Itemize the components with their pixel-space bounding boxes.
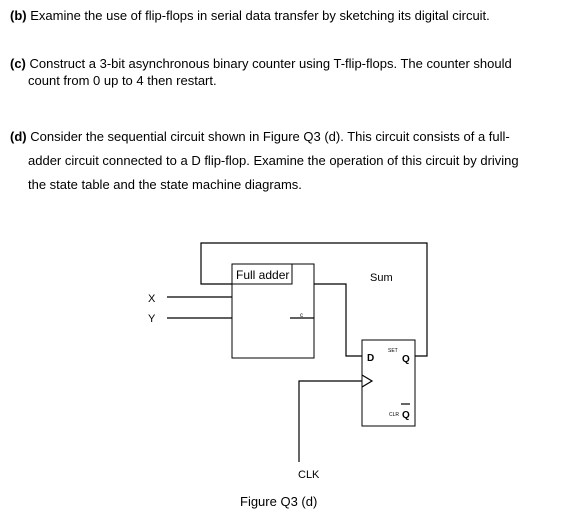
- clk-wire: [299, 381, 362, 462]
- question-b-label: (b): [10, 8, 27, 23]
- full-adder-label: Full adder: [236, 268, 290, 282]
- question-b-text: Examine the use of flip-flops in serial data transfer by sketching its digital circuit.: [30, 8, 490, 23]
- question-c-label: (c): [10, 56, 26, 71]
- clk-label: CLK: [298, 469, 320, 481]
- ff-qbar-label: Q: [402, 410, 410, 421]
- figure-caption: Figure Q3 (d): [240, 494, 318, 509]
- question-c-line1: Construct a 3-bit asynchronous binary counter using T-flip-flops. The counter should: [29, 56, 512, 71]
- question-d-line3: the state table and the state machine diagrams.: [28, 177, 302, 192]
- question-d-line2: adder circuit connected to a D flip-flop. Examine the operation of this circuit by driving: [28, 153, 519, 168]
- ff-d-label: D: [367, 353, 375, 364]
- sum-label: Sum: [370, 272, 393, 284]
- question-d-line1: Consider the sequential circuit shown in Figure Q3 (d). This circuit consists of a full-: [30, 129, 510, 144]
- input-y-label: Y: [148, 313, 156, 325]
- question-d-label: (d): [10, 129, 27, 144]
- sum-wire: [314, 284, 362, 356]
- ff-clr-label: CLR: [389, 412, 400, 418]
- ff-set-label: SET: [388, 348, 398, 354]
- carry-label: c: [300, 313, 303, 319]
- ff-q-label: Q: [402, 354, 410, 365]
- question-c-line2: count from 0 up to 4 then restart.: [28, 73, 217, 88]
- input-x-label: X: [148, 293, 156, 305]
